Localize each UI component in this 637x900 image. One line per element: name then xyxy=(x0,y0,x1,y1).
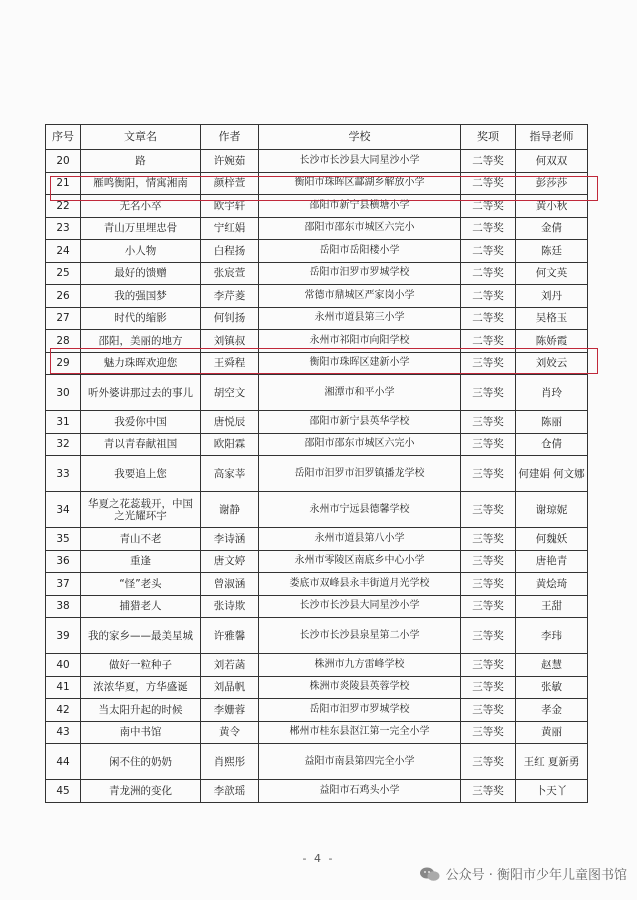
cell-no: 25 xyxy=(46,262,81,285)
cell-advisor: 黄烩琦 xyxy=(516,573,588,596)
cell-school: 永州市祁阳市向阳学校 xyxy=(259,330,461,353)
cell-title: “怪”老头 xyxy=(81,573,201,596)
cell-award: 三等奖 xyxy=(461,433,516,456)
cell-school: 邵阳市邵东市城区六完小 xyxy=(259,217,461,240)
cell-advisor: 赵慧 xyxy=(516,654,588,677)
cell-school: 永州市宁远县德馨学校 xyxy=(259,492,461,528)
cell-award: 二等奖 xyxy=(461,307,516,330)
cell-award: 三等奖 xyxy=(461,492,516,528)
cell-no: 27 xyxy=(46,307,81,330)
cell-no: 26 xyxy=(46,285,81,308)
cell-school: 益阳市南县第四完全小学 xyxy=(259,744,461,780)
cell-award: 三等奖 xyxy=(461,699,516,722)
cell-author: 高家莘 xyxy=(201,456,259,492)
cell-advisor: 刘姣云 xyxy=(516,352,588,375)
table-row xyxy=(46,172,588,195)
cell-award: 三等奖 xyxy=(461,595,516,618)
cell-no: 34 xyxy=(46,492,81,528)
cell-advisor: 王甜 xyxy=(516,595,588,618)
cell-award: 二等奖 xyxy=(461,217,516,240)
cell-school: 岳阳市汨罗市汨罗镇播龙学校 xyxy=(259,456,461,492)
cell-school: 株洲市九方雷峰学校 xyxy=(259,654,461,677)
cell-award: 二等奖 xyxy=(461,172,516,195)
table-row xyxy=(46,217,588,240)
cell-title: 当太阳升起的时候 xyxy=(81,699,201,722)
cell-title: 魅力珠晖欢迎您 xyxy=(81,352,201,375)
cell-author: 肖熙彤 xyxy=(201,744,259,780)
cell-no: 43 xyxy=(46,721,81,744)
cell-no: 45 xyxy=(46,780,81,803)
cell-school: 永州市道县第八小学 xyxy=(259,528,461,551)
cell-author: 李姗蓉 xyxy=(201,699,259,722)
cell-author: 李诗涵 xyxy=(201,528,259,551)
header-award: 奖项 xyxy=(461,125,516,150)
table-row xyxy=(46,573,588,596)
table-row xyxy=(46,721,588,744)
cell-title: 邵阳，美丽的地方 xyxy=(81,330,201,353)
cell-advisor: 何双双 xyxy=(516,150,588,173)
cell-no: 31 xyxy=(46,411,81,434)
cell-title: 雁鸣衡阳，情寓湘南 xyxy=(81,172,201,195)
cell-advisor: 肖玲 xyxy=(516,375,588,411)
cell-school: 长沙市长沙县泉星第二小学 xyxy=(259,618,461,654)
cell-author: 刘镇叔 xyxy=(201,330,259,353)
cell-title: 我要追上您 xyxy=(81,456,201,492)
cell-advisor: 陈廷 xyxy=(516,240,588,263)
cell-title: 青以青春献祖国 xyxy=(81,433,201,456)
cell-no: 39 xyxy=(46,618,81,654)
cell-award: 三等奖 xyxy=(461,654,516,677)
cell-author: 张诗欺 xyxy=(201,595,259,618)
cell-advisor: 陈丽 xyxy=(516,411,588,434)
cell-no: 36 xyxy=(46,550,81,573)
table-row xyxy=(46,433,588,456)
cell-advisor: 黄小秋 xyxy=(516,195,588,218)
cell-title: 捕猎老人 xyxy=(81,595,201,618)
cell-school: 郴州市桂东县沤江第一完全小学 xyxy=(259,721,461,744)
cell-award: 三等奖 xyxy=(461,411,516,434)
header-title: 文章名 xyxy=(81,125,201,150)
cell-school: 永州市零陵区南底乡中心小学 xyxy=(259,550,461,573)
header-no: 序号 xyxy=(46,125,81,150)
cell-advisor: 刘丹 xyxy=(516,285,588,308)
cell-no: 23 xyxy=(46,217,81,240)
cell-title: 时代的缩影 xyxy=(81,307,201,330)
cell-school: 娄底市双峰县永丰街道月光学校 xyxy=(259,573,461,596)
cell-advisor: 何魏妖 xyxy=(516,528,588,551)
table-row xyxy=(46,285,588,308)
cell-school: 永州市道县第三小学 xyxy=(259,307,461,330)
cell-author: 李歆瑶 xyxy=(201,780,259,803)
cell-author: 唐悦辰 xyxy=(201,411,259,434)
cell-author: 刘晶帆 xyxy=(201,676,259,699)
cell-advisor: 吴格玉 xyxy=(516,307,588,330)
cell-author: 刘若菡 xyxy=(201,654,259,677)
cell-no: 30 xyxy=(46,375,81,411)
cell-award: 三等奖 xyxy=(461,456,516,492)
table-row xyxy=(46,550,588,573)
table-row xyxy=(46,780,588,803)
table-header-row xyxy=(46,125,588,150)
cell-advisor: 谢琼妮 xyxy=(516,492,588,528)
header-author: 作者 xyxy=(201,125,259,150)
cell-advisor: 王红 夏新勇 xyxy=(516,744,588,780)
cell-author: 何钊扬 xyxy=(201,307,259,330)
cell-title: 闲不住的奶奶 xyxy=(81,744,201,780)
cell-award: 二等奖 xyxy=(461,195,516,218)
cell-school: 湘潭市和平小学 xyxy=(259,375,461,411)
cell-award: 二等奖 xyxy=(461,285,516,308)
cell-author: 许雅馨 xyxy=(201,618,259,654)
cell-no: 38 xyxy=(46,595,81,618)
cell-award: 三等奖 xyxy=(461,618,516,654)
table-row xyxy=(46,411,588,434)
cell-author: 许婉茹 xyxy=(201,150,259,173)
table-row xyxy=(46,307,588,330)
watermark-text: 公众号 · 衡阳市少年儿童图书馆 xyxy=(445,868,627,883)
table-row xyxy=(46,618,588,654)
table-row xyxy=(46,195,588,218)
cell-school: 常德市鼎城区严家岗小学 xyxy=(259,285,461,308)
cell-author: 颜梓萱 xyxy=(201,172,259,195)
cell-advisor: 何文英 xyxy=(516,262,588,285)
cell-advisor: 何建娟 何文娜 xyxy=(516,456,588,492)
cell-award: 三等奖 xyxy=(461,573,516,596)
cell-award: 三等奖 xyxy=(461,550,516,573)
cell-author: 胡空文 xyxy=(201,375,259,411)
cell-award: 三等奖 xyxy=(461,352,516,375)
cell-no: 41 xyxy=(46,676,81,699)
cell-title: 华夏之花蕊载开，中国之光耀环宇 xyxy=(81,492,201,528)
cell-author: 曾淑涵 xyxy=(201,573,259,596)
cell-no: 42 xyxy=(46,699,81,722)
cell-advisor: 张敏 xyxy=(516,676,588,699)
cell-award: 二等奖 xyxy=(461,330,516,353)
cell-no: 37 xyxy=(46,573,81,596)
cell-title: 小人物 xyxy=(81,240,201,263)
cell-title: 我的家乡——最美星城 xyxy=(81,618,201,654)
cell-school: 衡阳市珠晖区酃湖乡解放小学 xyxy=(259,172,461,195)
cell-title: 无名小卒 xyxy=(81,195,201,218)
table-row xyxy=(46,262,588,285)
cell-award: 三等奖 xyxy=(461,676,516,699)
cell-author: 唐文婷 xyxy=(201,550,259,573)
cell-advisor: 彭莎莎 xyxy=(516,172,588,195)
table-row xyxy=(46,150,588,173)
cell-no: 28 xyxy=(46,330,81,353)
cell-award: 三等奖 xyxy=(461,375,516,411)
cell-award: 二等奖 xyxy=(461,262,516,285)
cell-no: 24 xyxy=(46,240,81,263)
cell-author: 谢静 xyxy=(201,492,259,528)
cell-no: 22 xyxy=(46,195,81,218)
cell-author: 白程扬 xyxy=(201,240,259,263)
table-row xyxy=(46,240,588,263)
cell-advisor: 孝金 xyxy=(516,699,588,722)
cell-no: 32 xyxy=(46,433,81,456)
cell-school: 株洲市炎陵县英蓉学校 xyxy=(259,676,461,699)
table-row xyxy=(46,595,588,618)
cell-school: 岳阳市汨罗市罗城学校 xyxy=(259,699,461,722)
cell-title: 路 xyxy=(81,150,201,173)
cell-author: 王舜程 xyxy=(201,352,259,375)
table-row xyxy=(46,375,588,411)
cell-advisor: 金倩 xyxy=(516,217,588,240)
table-row xyxy=(46,456,588,492)
cell-school: 邵阳市邵东市城区六完小 xyxy=(259,433,461,456)
cell-advisor: 卜天丫 xyxy=(516,780,588,803)
cell-no: 29 xyxy=(46,352,81,375)
cell-no: 40 xyxy=(46,654,81,677)
cell-school: 邵阳市新宁县英华学校 xyxy=(259,411,461,434)
cell-award: 三等奖 xyxy=(461,528,516,551)
cell-title: 青龙洲的变化 xyxy=(81,780,201,803)
cell-author: 宁红娟 xyxy=(201,217,259,240)
cell-award: 三等奖 xyxy=(461,721,516,744)
cell-author: 欧宇轩 xyxy=(201,195,259,218)
cell-school: 岳阳市岳阳楼小学 xyxy=(259,240,461,263)
cell-school: 衡阳市珠晖区建新小学 xyxy=(259,352,461,375)
cell-title: 重逢 xyxy=(81,550,201,573)
cell-no: 35 xyxy=(46,528,81,551)
cell-school: 岳阳市汨罗市罗城学校 xyxy=(259,262,461,285)
table-row xyxy=(46,744,588,780)
page-number: - 4 - xyxy=(302,852,335,865)
cell-advisor: 陈娇霞 xyxy=(516,330,588,353)
cell-advisor: 李玮 xyxy=(516,618,588,654)
cell-advisor: 黄丽 xyxy=(516,721,588,744)
cell-no: 20 xyxy=(46,150,81,173)
table-row xyxy=(46,330,588,353)
table-row xyxy=(46,352,588,375)
cell-school: 长沙市长沙县大同星沙小学 xyxy=(259,595,461,618)
cell-title: 南中书馆 xyxy=(81,721,201,744)
cell-title: 我爱你中国 xyxy=(81,411,201,434)
wechat-watermark xyxy=(419,864,627,883)
cell-author: 李芹菱 xyxy=(201,285,259,308)
cell-author: 欧阳霖 xyxy=(201,433,259,456)
cell-title: 最好的馈赠 xyxy=(81,262,201,285)
wechat-icon xyxy=(419,866,441,882)
cell-award: 二等奖 xyxy=(461,240,516,263)
table-row xyxy=(46,492,588,528)
cell-no: 44 xyxy=(46,744,81,780)
cell-advisor: 唐艳青 xyxy=(516,550,588,573)
table-row xyxy=(46,699,588,722)
cell-no: 33 xyxy=(46,456,81,492)
header-school: 学校 xyxy=(259,125,461,150)
cell-title: 浓浓华夏，方华盛诞 xyxy=(81,676,201,699)
cell-title: 听外婆讲那过去的事儿 xyxy=(81,375,201,411)
cell-title: 我的强国梦 xyxy=(81,285,201,308)
cell-title: 青山不老 xyxy=(81,528,201,551)
cell-no: 21 xyxy=(46,172,81,195)
cell-advisor: 仓倩 xyxy=(516,433,588,456)
cell-title: 做好一粒种子 xyxy=(81,654,201,677)
cell-school: 邵阳市新宁县横塘小学 xyxy=(259,195,461,218)
table-body xyxy=(46,150,588,803)
table-row xyxy=(46,654,588,677)
cell-award: 三等奖 xyxy=(461,744,516,780)
cell-award: 二等奖 xyxy=(461,150,516,173)
cell-award: 三等奖 xyxy=(461,780,516,803)
table-row xyxy=(46,528,588,551)
cell-author: 张宸萱 xyxy=(201,262,259,285)
table-row xyxy=(46,676,588,699)
cell-school: 长沙市长沙县大同星沙小学 xyxy=(259,150,461,173)
cell-school: 益阳市石鸡头小学 xyxy=(259,780,461,803)
award-table xyxy=(45,124,588,803)
cell-title: 青山万里埋忠骨 xyxy=(81,217,201,240)
header-advisor: 指导老师 xyxy=(516,125,588,150)
cell-author: 黄令 xyxy=(201,721,259,744)
